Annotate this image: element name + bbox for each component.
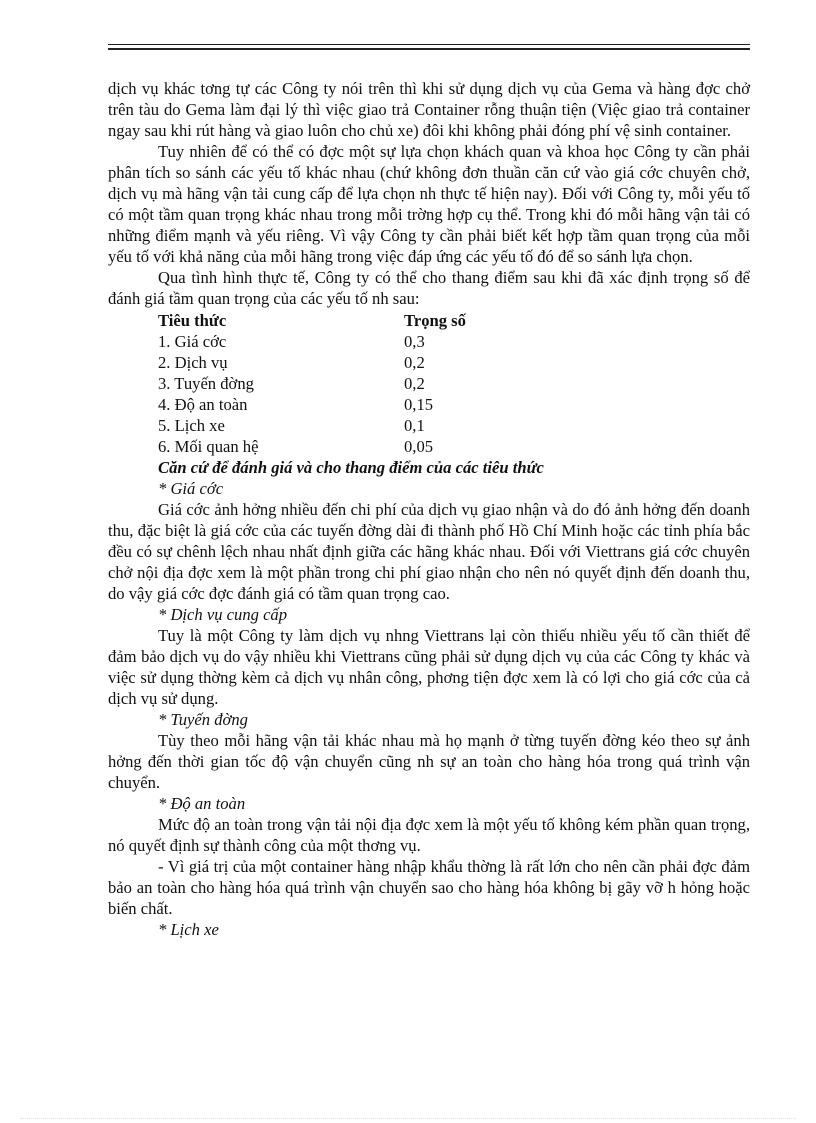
criteria-weight: 0,2: [404, 353, 425, 372]
table-row: [158, 352, 750, 373]
paragraph-intro-1: dịch vụ khác tơng tự các Công ty nói trên thì khi sử dụng dịch vụ của Gema và hàng đợc chở trên tàu do Gema làm đại lý thì việc giao trả Container rỗng thuận tiện (Việc giao trả container ngay sau khi rút hàng và giao luôn cho chủ xe) đôi khi không phải đóng phí vệ sinh container.: [108, 79, 750, 140]
section-paragraph: Giá cớc ảnh hởng nhiều đến chi phí của dịch vụ giao nhận và do đó ảnh hởng đến doanh thu, đặc biệt là giá cớc của các tuyến đờng dài đi thành phố Hồ Chí Minh hoặc các tỉnh phía bắc đều có sự chênh lệch nhau nhất định giữa các hãng khác nhau. Đối với Viettrans giá cớc chuyên chở nội địa đợc xem là một phần trong chi phí giao nhận cho nên nó quyết định đến doanh thu, do vậy giá cớc đợc đánh giá có tầm quan trọng cao.: [108, 500, 750, 603]
criteria-weight: 0,3: [404, 332, 425, 351]
section-paragraph: Tuy là một Công ty làm dịch vụ nhng Viettrans lại còn thiếu nhiều yếu tố cần thiết để đảm bảo dịch vụ do vậy nhiều khi Viettrans cũng phải sử dụng dịch vụ của các Công ty khác và việc sử dụng thờng kèm cả dịch vụ nhân công, phơng tiện đợc xem là có lợi cho giá cớc của cả dịch vụ sử dụng.: [108, 626, 750, 708]
section-paragraph: Tùy theo mỗi hãng vận tải khác nhau mà họ mạnh ở từng tuyến đờng kéo theo sự ảnh hởng đến thời gian tốc độ vận chuyển cũng nh sự an toàn cho hàng hóa trong quá trình vận chuyển.: [108, 731, 750, 792]
section-heading: Căn cứ để đánh giá và cho thang điểm của các tiêu thức: [158, 458, 544, 477]
criteria-header-name: Tiêu thức: [158, 311, 227, 330]
criteria-name: 6. Mối quan hệ: [158, 437, 259, 456]
document-body: [108, 78, 750, 940]
criteria-name: 2. Dịch vụ: [158, 353, 228, 372]
table-row: [158, 415, 750, 436]
section-title-route: * Tuyến đờng: [158, 710, 248, 729]
section-title-schedule: * Lịch xe: [158, 920, 219, 939]
table-row: [158, 436, 750, 457]
section-title-price: * Giá cớc: [158, 479, 224, 498]
paragraph-intro-2: Tuy nhiên để có thể có đợc một sự lựa chọn khách quan và khoa học Công ty cần phải phân tích so sánh các yếu tố khác nhau (chứ không đơn thuần căn cứ vào giá cớc chuyên chở, dịch vụ mà hãng vận tải cung cấp để lựa chọn nh thực tế hiện nay). Đối với Công ty, mỗi yếu tố có một tầm quan trọng khác nhau trong mỗi trờng hợp cụ thể. Trong khi đó mỗi hãng vận tải có những điểm mạnh và yếu riêng. Vì vậy Công ty cần phải biết kết hợp tầm quan trọng của mỗi yếu tố với khả năng của mỗi hãng trong việc đáp ứng các yếu tố đó để so sánh lựa chọn.: [108, 142, 750, 266]
criteria-weight: 0,1: [404, 416, 425, 435]
criteria-weight: 0,15: [404, 395, 434, 414]
page-edge-dotted-line: [20, 1118, 796, 1119]
criteria-header-weight: Trọng số: [404, 311, 466, 330]
criteria-table: [158, 310, 750, 457]
table-row: [158, 331, 750, 352]
section-title-service: * Dịch vụ cung cấp: [158, 605, 288, 624]
criteria-name: 3. Tuyến đờng: [158, 374, 254, 393]
section-title-safety: * Độ an toàn: [158, 794, 246, 813]
criteria-name: 4. Độ an toàn: [158, 395, 248, 414]
criteria-name: 5. Lịch xe: [158, 416, 225, 435]
section-paragraph: - Vì giá trị của một container hàng nhập khẩu thờng là rất lớn cho nên cần phải đợc đảm bảo an toàn cho hàng hóa quá trình vận chuyển sao cho hàng hóa không bị gãy vỡ h hỏng hoặc biến chất.: [108, 857, 750, 918]
paragraph-intro-3: Qua tình hình thực tế, Công ty có thể cho thang điểm sau khi đã xác định trọng số để đánh giá tầm quan trọng của các yếu tố nh sau:: [108, 268, 750, 308]
table-row: [158, 394, 750, 415]
criteria-name: 1. Giá cớc: [158, 332, 227, 351]
table-row: [158, 373, 750, 394]
criteria-table-header: [158, 310, 750, 331]
header-rule-bottom: [108, 48, 750, 50]
criteria-weight: 0,05: [404, 437, 434, 456]
section-paragraph: Mức độ an toàn trong vận tải nội địa đợc xem là một yếu tố không kém phần quan trọng, nó quyết định sự thành công của một thơng vụ.: [108, 815, 750, 855]
header-rule-top: [108, 44, 750, 45]
criteria-weight: 0,2: [404, 374, 425, 393]
